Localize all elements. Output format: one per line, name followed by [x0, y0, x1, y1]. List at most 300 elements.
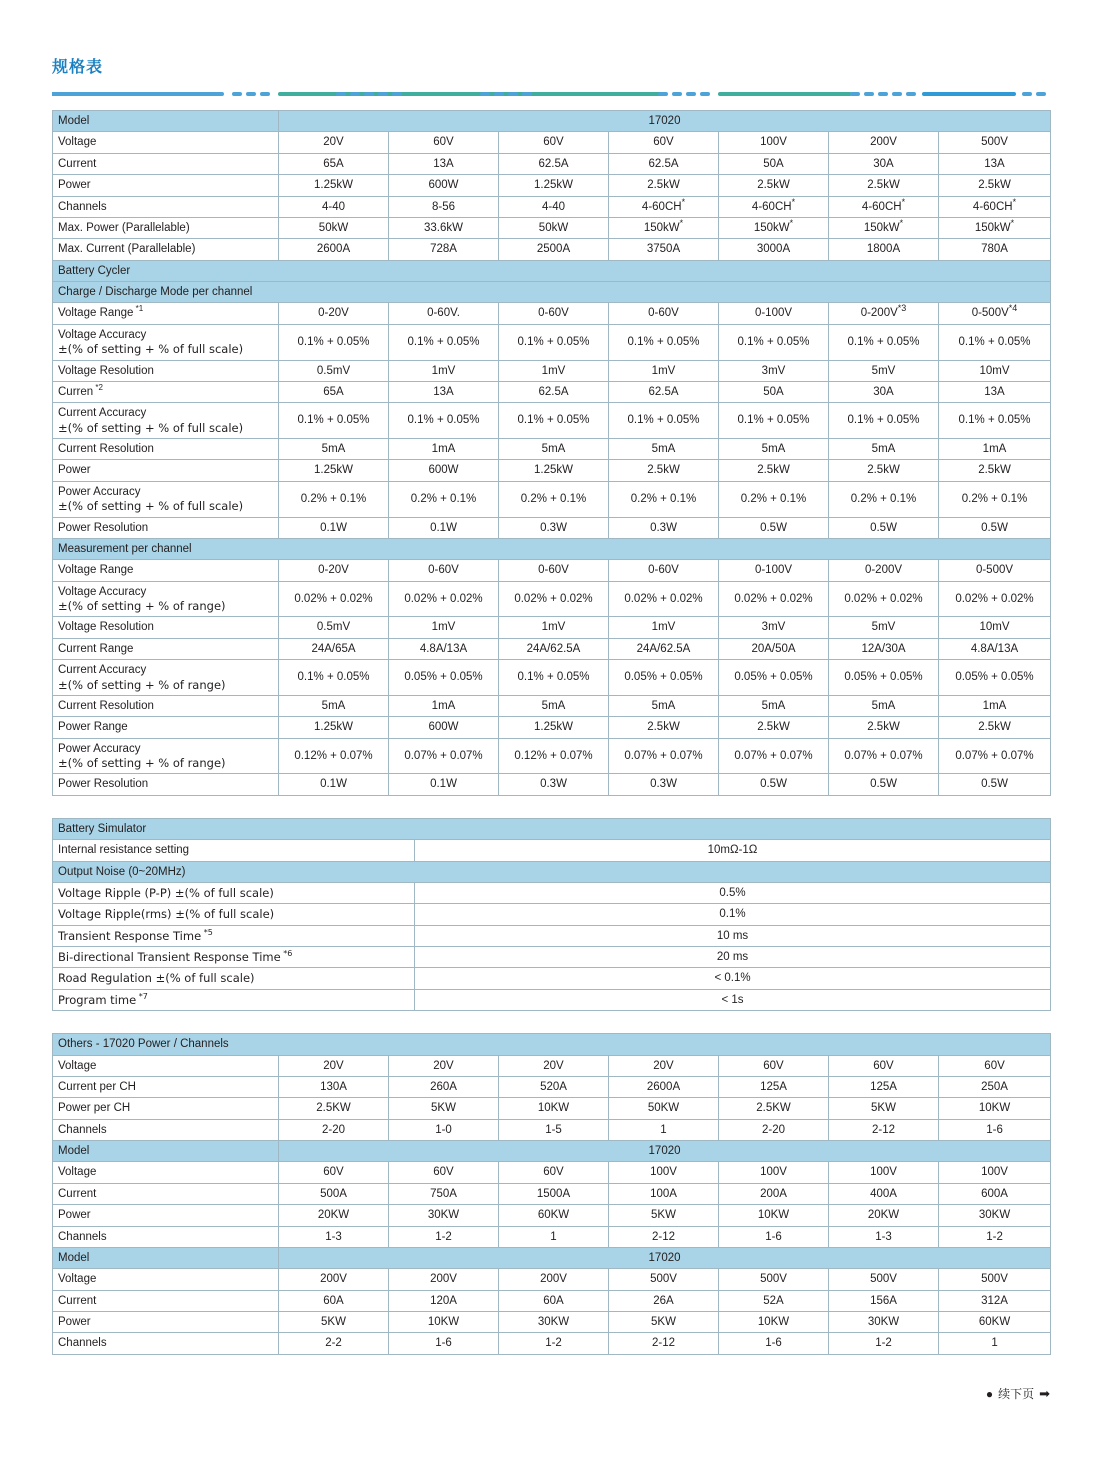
cell-value: 0-60V [499, 303, 609, 324]
row-sublabel: ±(% of setting + % of full scale) [58, 499, 244, 514]
row-label-cell [53, 481, 279, 517]
cell-value: 2-20 [719, 1119, 829, 1140]
cell-value: 0-60V [609, 560, 719, 581]
model-label: Model [53, 1247, 279, 1268]
cell-value: 100V [719, 1162, 829, 1183]
cell-value: 500V [939, 1269, 1051, 1290]
cell-value: 20 ms [415, 947, 1051, 968]
cell-value: 0.1% + 0.05% [609, 403, 719, 439]
cell-value: 5mA [829, 695, 939, 716]
others-power-channels-table [52, 1033, 1051, 1355]
table-row [53, 1098, 1051, 1119]
table-row [53, 175, 1051, 196]
cell-value: 100V [719, 132, 829, 153]
cell-value: 30A [829, 153, 939, 174]
table-row [53, 1269, 1051, 1290]
cell-value: 2600A [279, 239, 389, 260]
arrow-right-icon: ➡ [1039, 1385, 1050, 1401]
cell-value: 0.1W [279, 517, 389, 538]
cell-value: 2-12 [609, 1226, 719, 1247]
cell-value: 4-60CH* [609, 196, 719, 217]
cell-value: 5mA [279, 695, 389, 716]
table-row [53, 581, 1051, 617]
cell-value: 250A [939, 1076, 1051, 1097]
cell-value: 50A [719, 381, 829, 402]
cell-value: 0.1% + 0.05% [389, 403, 499, 439]
table-row [53, 840, 1051, 861]
footnote-marker: *3 [897, 303, 907, 314]
section-header: Others - 17020 Power / Channels [53, 1034, 1051, 1055]
cell-value: 200V [279, 1269, 389, 1290]
cell-value: 8-56 [389, 196, 499, 217]
cell-value: 0.05% + 0.05% [719, 660, 829, 696]
table-row [53, 303, 1051, 324]
cell-value: 0.3W [609, 774, 719, 795]
cell-value: 0.1% + 0.05% [499, 324, 609, 360]
table-row [53, 882, 1051, 903]
cell-value: 500A [279, 1183, 389, 1204]
table-row [53, 132, 1051, 153]
cell-value: 1.25kW [279, 175, 389, 196]
table-row [53, 717, 1051, 738]
cell-value: 1 [499, 1226, 609, 1247]
row-label-cell [53, 439, 279, 460]
section-header: Battery Cycler [53, 260, 1051, 281]
cell-value: 100V [829, 1162, 939, 1183]
table-row [53, 774, 1051, 795]
cell-value: 2-20 [279, 1119, 389, 1140]
cell-value: 1mA [389, 439, 499, 460]
footnote-marker: * [1010, 218, 1015, 229]
footnote-marker: *7 [136, 991, 148, 1001]
row-label: Channels [58, 1337, 107, 1350]
cell-value: 0.02% + 0.02% [609, 581, 719, 617]
cell-value: 20V [499, 1055, 609, 1076]
row-label-cell [53, 617, 279, 638]
row-label-cell [53, 1119, 279, 1140]
row-label-cell [53, 196, 279, 217]
row-sublabel: ±(% of setting + % of range) [58, 599, 226, 613]
cell-value: 0-60V [389, 560, 499, 581]
cell-value: 24A/62.5A [499, 638, 609, 659]
footnote-marker: * [791, 196, 796, 207]
cell-value: 0.05% + 0.05% [609, 660, 719, 696]
cell-value: 125A [719, 1076, 829, 1097]
section-header: Battery Simulator [53, 818, 1051, 839]
table-row [53, 560, 1051, 581]
cell-value: 60V [939, 1055, 1051, 1076]
cell-value: 30KW [499, 1312, 609, 1333]
cell-value: 3000A [719, 239, 829, 260]
cell-value: 0.5W [719, 774, 829, 795]
cell-value: 0.1% + 0.05% [939, 324, 1051, 360]
model-value: 17020 [279, 1141, 1051, 1162]
cell-value: 0.3W [499, 774, 609, 795]
row-label-cell [53, 695, 279, 716]
table-row [53, 1226, 1051, 1247]
cell-value: $0-500V^{*4}$ [939, 303, 1051, 324]
row-label-cell [53, 239, 279, 260]
cell-value: 10 ms [415, 925, 1051, 946]
table-row [53, 947, 1051, 968]
table-row [53, 324, 1051, 360]
table-row [53, 638, 1051, 659]
table-row [53, 1076, 1051, 1097]
cell-value: 1-2 [499, 1333, 609, 1354]
row-label: Current Range [58, 642, 134, 655]
cell-value: 60V [499, 1162, 609, 1183]
cell-value: 5mA [499, 695, 609, 716]
row-label-cell: Bi-directional Transient Response Time $^{*6}$ [53, 947, 415, 968]
cell-value: 400A [829, 1183, 939, 1204]
cell-value: 13A [389, 153, 499, 174]
cell-value: 100A [609, 1183, 719, 1204]
row-sublabel: ±(% of setting + % of range) [58, 677, 226, 692]
cell-value: 1 [939, 1333, 1051, 1354]
table-row [53, 925, 1051, 946]
section-header-row [53, 861, 1051, 882]
table-row [53, 153, 1051, 174]
row-label-cell [53, 1076, 279, 1097]
footnote-marker: *6 [280, 949, 293, 959]
table-row [53, 403, 1051, 439]
cell-value: 1mV [389, 360, 499, 381]
cell-value: 0.5W [939, 774, 1051, 795]
cell-value: 0-60V [499, 560, 609, 581]
cell-value: 4-60CH* [719, 196, 829, 217]
row-label-cell [53, 1333, 279, 1354]
section-header-row [53, 818, 1051, 839]
cell-value: < 1s [415, 989, 1051, 1010]
cell-value: 60A [499, 1290, 609, 1311]
footnote-marker: * [681, 196, 686, 207]
row-label-cell [53, 303, 279, 324]
row-label: Voltage Accuracy [58, 585, 147, 598]
cell-value: 60KW [499, 1205, 609, 1226]
row-label: Power [58, 464, 91, 477]
row-label: Voltage [58, 1273, 97, 1286]
footnote-marker: * [1012, 196, 1017, 207]
cell-value: 0.5W [829, 517, 939, 538]
cell-value: 62.5A [499, 153, 609, 174]
row-label: Power Resolution [58, 521, 149, 534]
cell-value: 2.5kW [609, 175, 719, 196]
cell-value: 30KW [939, 1205, 1051, 1226]
cell-value: 0-100V [719, 560, 829, 581]
cell-value: 500V [609, 1269, 719, 1290]
cell-value: 2.5KW [719, 1098, 829, 1119]
footnote-marker: * [679, 218, 684, 229]
cell-value: 0.1W [389, 774, 499, 795]
row-label: Voltage [58, 1059, 97, 1072]
footer-continued-label: 续下页 [998, 1387, 1035, 1401]
cell-value: 5KW [609, 1312, 719, 1333]
cell-value: 0-60V [609, 303, 719, 324]
row-label: Current [58, 157, 97, 170]
cell-value: 2.5kW [829, 175, 939, 196]
cell-value: 2-2 [279, 1333, 389, 1354]
table-row [53, 1055, 1051, 1076]
row-label-cell [53, 403, 279, 439]
section-header-row [53, 1034, 1051, 1055]
row-label: Current Accuracy [58, 664, 147, 677]
cell-value: 0.1% + 0.05% [609, 324, 719, 360]
cell-value: 2.5kW [939, 175, 1051, 196]
row-label-cell [53, 1290, 279, 1311]
cell-value: 125A [829, 1076, 939, 1097]
cell-value: 0.1% + 0.05% [389, 324, 499, 360]
cell-value: 0.5W [939, 517, 1051, 538]
cell-value: 312A [939, 1290, 1051, 1311]
cell-value: 0.2% + 0.1% [609, 481, 719, 517]
row-label: Channels [58, 1230, 107, 1243]
row-label: Power [58, 1316, 91, 1328]
cell-value: 4.8A/13A [939, 638, 1051, 659]
table-row [53, 381, 1051, 402]
row-sublabel: ±(% of setting + % of full scale) [58, 342, 244, 357]
row-label: Current [58, 1187, 97, 1200]
cell-value: 0.2% + 0.1% [829, 481, 939, 517]
cell-value: 30KW [389, 1205, 499, 1226]
model-value: 17020 [279, 111, 1051, 132]
table-row [53, 1333, 1051, 1354]
row-sublabel: ±(% of setting + % of range) [58, 756, 226, 770]
cell-value: 12A/30A [829, 638, 939, 659]
row-label-cell [53, 1098, 279, 1119]
cell-value: 1-2 [829, 1333, 939, 1354]
cell-value: 1.25kW [279, 460, 389, 481]
table-row [53, 360, 1051, 381]
cell-value: 200V [829, 132, 939, 153]
cell-value: 3mV [719, 617, 829, 638]
footnote-marker: *4 [1008, 303, 1018, 314]
cell-value: 4.8A/13A [389, 638, 499, 659]
cell-value: 13A [939, 153, 1051, 174]
row-label-cell [53, 132, 279, 153]
cell-value: 65A [279, 153, 389, 174]
cell-value: 30KW [829, 1312, 939, 1333]
cell-value: 0.05% + 0.05% [939, 660, 1051, 696]
model-row [53, 1247, 1051, 1268]
row-label-cell: Transient Response Time $^{*5}$ [53, 925, 415, 946]
cell-value: 2.5kW [719, 175, 829, 196]
table-row [53, 1119, 1051, 1140]
cell-value: 60V [499, 132, 609, 153]
battery-simulator-table [52, 818, 1051, 1011]
cell-value: 0.1% + 0.05% [939, 403, 1051, 439]
cell-value: 2.5kW [609, 460, 719, 481]
cell-value: 60KW [939, 1312, 1051, 1333]
cell-value: 2.5KW [279, 1098, 389, 1119]
row-label: Voltage Resolution [58, 621, 154, 634]
footnote-marker: *5 [201, 927, 213, 937]
cell-value: 500V [939, 132, 1051, 153]
footnote-marker: * [789, 218, 794, 229]
cell-value: 100V [609, 1162, 719, 1183]
cell-value: 200V [499, 1269, 609, 1290]
cell-value: 4-60CH* [939, 196, 1051, 217]
cell-value: 1.25kW [499, 717, 609, 738]
cell-value: 50kW [279, 217, 389, 238]
cell-value: 20A/50A [719, 638, 829, 659]
row-label-cell [53, 660, 279, 696]
cell-value: 4-60CH* [829, 196, 939, 217]
cell-value: 0.2% + 0.1% [939, 481, 1051, 517]
cell-value: 2.5kW [829, 460, 939, 481]
footnote-marker: * [899, 218, 904, 229]
section-header: Charge / Discharge Mode per channel [53, 282, 1051, 303]
cell-value: 24A/62.5A [609, 638, 719, 659]
cell-value: 780A [939, 239, 1051, 260]
row-label-cell [53, 381, 279, 402]
footnote-marker: * [901, 196, 906, 207]
cell-value: 1-6 [389, 1333, 499, 1354]
cell-value: 5KW [389, 1098, 499, 1119]
row-label: Power Accuracy [58, 742, 141, 755]
cell-value: 2-12 [829, 1119, 939, 1140]
model-row [53, 111, 1051, 132]
cell-value: 728A [389, 239, 499, 260]
row-label: Power [58, 179, 91, 192]
cell-value: 0.2% + 0.1% [279, 481, 389, 517]
row-label: Current [58, 1294, 97, 1307]
cell-value: 50A [719, 153, 829, 174]
cell-value: 0.05% + 0.05% [389, 660, 499, 696]
cell-value: 5KW [279, 1312, 389, 1333]
cell-value: 0-20V [279, 560, 389, 581]
table-row [53, 217, 1051, 238]
cell-value: 33.6kW [389, 217, 499, 238]
row-label-cell: Voltage Ripple(rms) ±(% of full scale) [53, 904, 415, 925]
cell-value: 1-2 [389, 1226, 499, 1247]
cell-value: 1mV [609, 360, 719, 381]
cell-value: 60V [719, 1055, 829, 1076]
cell-value: 1-0 [389, 1119, 499, 1140]
cell-value: 0.1% + 0.05% [829, 324, 939, 360]
table-row [53, 196, 1051, 217]
row-label: Current Resolution [58, 699, 154, 712]
cell-value: 0.2% + 0.1% [389, 481, 499, 517]
cell-value: 10mΩ-1Ω [415, 840, 1051, 861]
cell-value: 130A [279, 1076, 389, 1097]
cell-value: 5KW [829, 1098, 939, 1119]
model-row [53, 1141, 1051, 1162]
cell-value: 200V [389, 1269, 499, 1290]
cell-value: 0.12% + 0.07% [499, 738, 609, 774]
cell-value: 1 [609, 1119, 719, 1140]
cell-value: 520A [499, 1076, 609, 1097]
cell-value: 50kW [499, 217, 609, 238]
cell-value: 0.02% + 0.02% [719, 581, 829, 617]
cell-value: 3mV [719, 360, 829, 381]
cell-value: 60V [279, 1162, 389, 1183]
cell-value: $0-200V^{*3}$ [829, 303, 939, 324]
cell-value: 60V [389, 132, 499, 153]
row-label: Curren $^{*2}$ [58, 383, 103, 398]
row-label: Voltage Range [58, 564, 134, 577]
cell-value: 0.5W [829, 774, 939, 795]
cell-value: 0.1% + 0.05% [279, 403, 389, 439]
row-label: Voltage Range $^{*1}$ [58, 304, 144, 320]
row-label-cell: Voltage Ripple (P-P) ±(% of full scale) [53, 882, 415, 903]
cell-value: 62.5A [499, 381, 609, 402]
cell-value: 5mV [829, 617, 939, 638]
table-row [53, 989, 1051, 1010]
row-label: Current Resolution [58, 443, 154, 455]
cell-value: 20V [279, 132, 389, 153]
row-label-cell [53, 1183, 279, 1204]
row-label-cell [53, 638, 279, 659]
cell-value: 60A [279, 1290, 389, 1311]
cell-value: 600W [389, 460, 499, 481]
cell-value: 4-40 [279, 196, 389, 217]
cell-value: 150kW* [829, 217, 939, 238]
section-header-row [53, 260, 1051, 281]
cell-value: 0.5W [719, 517, 829, 538]
row-label-cell [53, 324, 279, 360]
footnote-marker: *1 [133, 304, 144, 314]
row-label: Voltage Resolution [58, 364, 154, 377]
cell-value: 5mV [829, 360, 939, 381]
cell-value: 2.5kW [719, 717, 829, 738]
row-label-cell [53, 1269, 279, 1290]
table-row [53, 695, 1051, 716]
table-row [53, 1312, 1051, 1333]
row-label-cell [53, 517, 279, 538]
row-label-cell [53, 1055, 279, 1076]
cell-value: 500V [829, 1269, 939, 1290]
cell-value: 13A [389, 381, 499, 402]
cell-value: 0.07% + 0.07% [389, 738, 499, 774]
table-row [53, 904, 1051, 925]
cell-value: 30A [829, 381, 939, 402]
cell-value: 0-100V [719, 303, 829, 324]
row-label-cell [53, 1162, 279, 1183]
row-label-cell [53, 217, 279, 238]
cell-value: 1-6 [939, 1119, 1051, 1140]
cell-value: 52A [719, 1290, 829, 1311]
cell-value: 156A [829, 1290, 939, 1311]
cell-value: 2.5kW [719, 460, 829, 481]
cell-value: 2.5kW [609, 717, 719, 738]
cell-value: 1mV [609, 617, 719, 638]
cell-value: 150kW* [609, 217, 719, 238]
row-label: Power Range [58, 721, 128, 734]
cell-value: 600W [389, 717, 499, 738]
row-label: Power per CH [58, 1102, 131, 1115]
cell-value: 0.1% + 0.05% [279, 324, 389, 360]
cell-value: 0.07% + 0.07% [939, 738, 1051, 774]
cell-value: 5mA [609, 439, 719, 460]
cell-value: 24A/65A [279, 638, 389, 659]
row-label: Max. Current (Parallelable) [58, 243, 196, 256]
table-row [53, 1162, 1051, 1183]
table-row [53, 239, 1051, 260]
cell-value: 0.1% + 0.05% [279, 660, 389, 696]
row-label: Voltage Accuracy [58, 328, 147, 341]
row-label: Voltage [58, 1166, 97, 1179]
cell-value: 0.02% + 0.02% [499, 581, 609, 617]
table-row [53, 439, 1051, 460]
cell-value: 5mA [829, 439, 939, 460]
cell-value: 1800A [829, 239, 939, 260]
cell-value: 1-3 [279, 1226, 389, 1247]
cell-value: 20KW [279, 1205, 389, 1226]
section-header: Output Noise (0~20MHz) [53, 861, 1051, 882]
cell-value: 0.02% + 0.02% [829, 581, 939, 617]
row-label: Power [58, 1209, 91, 1222]
cell-value: 2.5kW [939, 717, 1051, 738]
